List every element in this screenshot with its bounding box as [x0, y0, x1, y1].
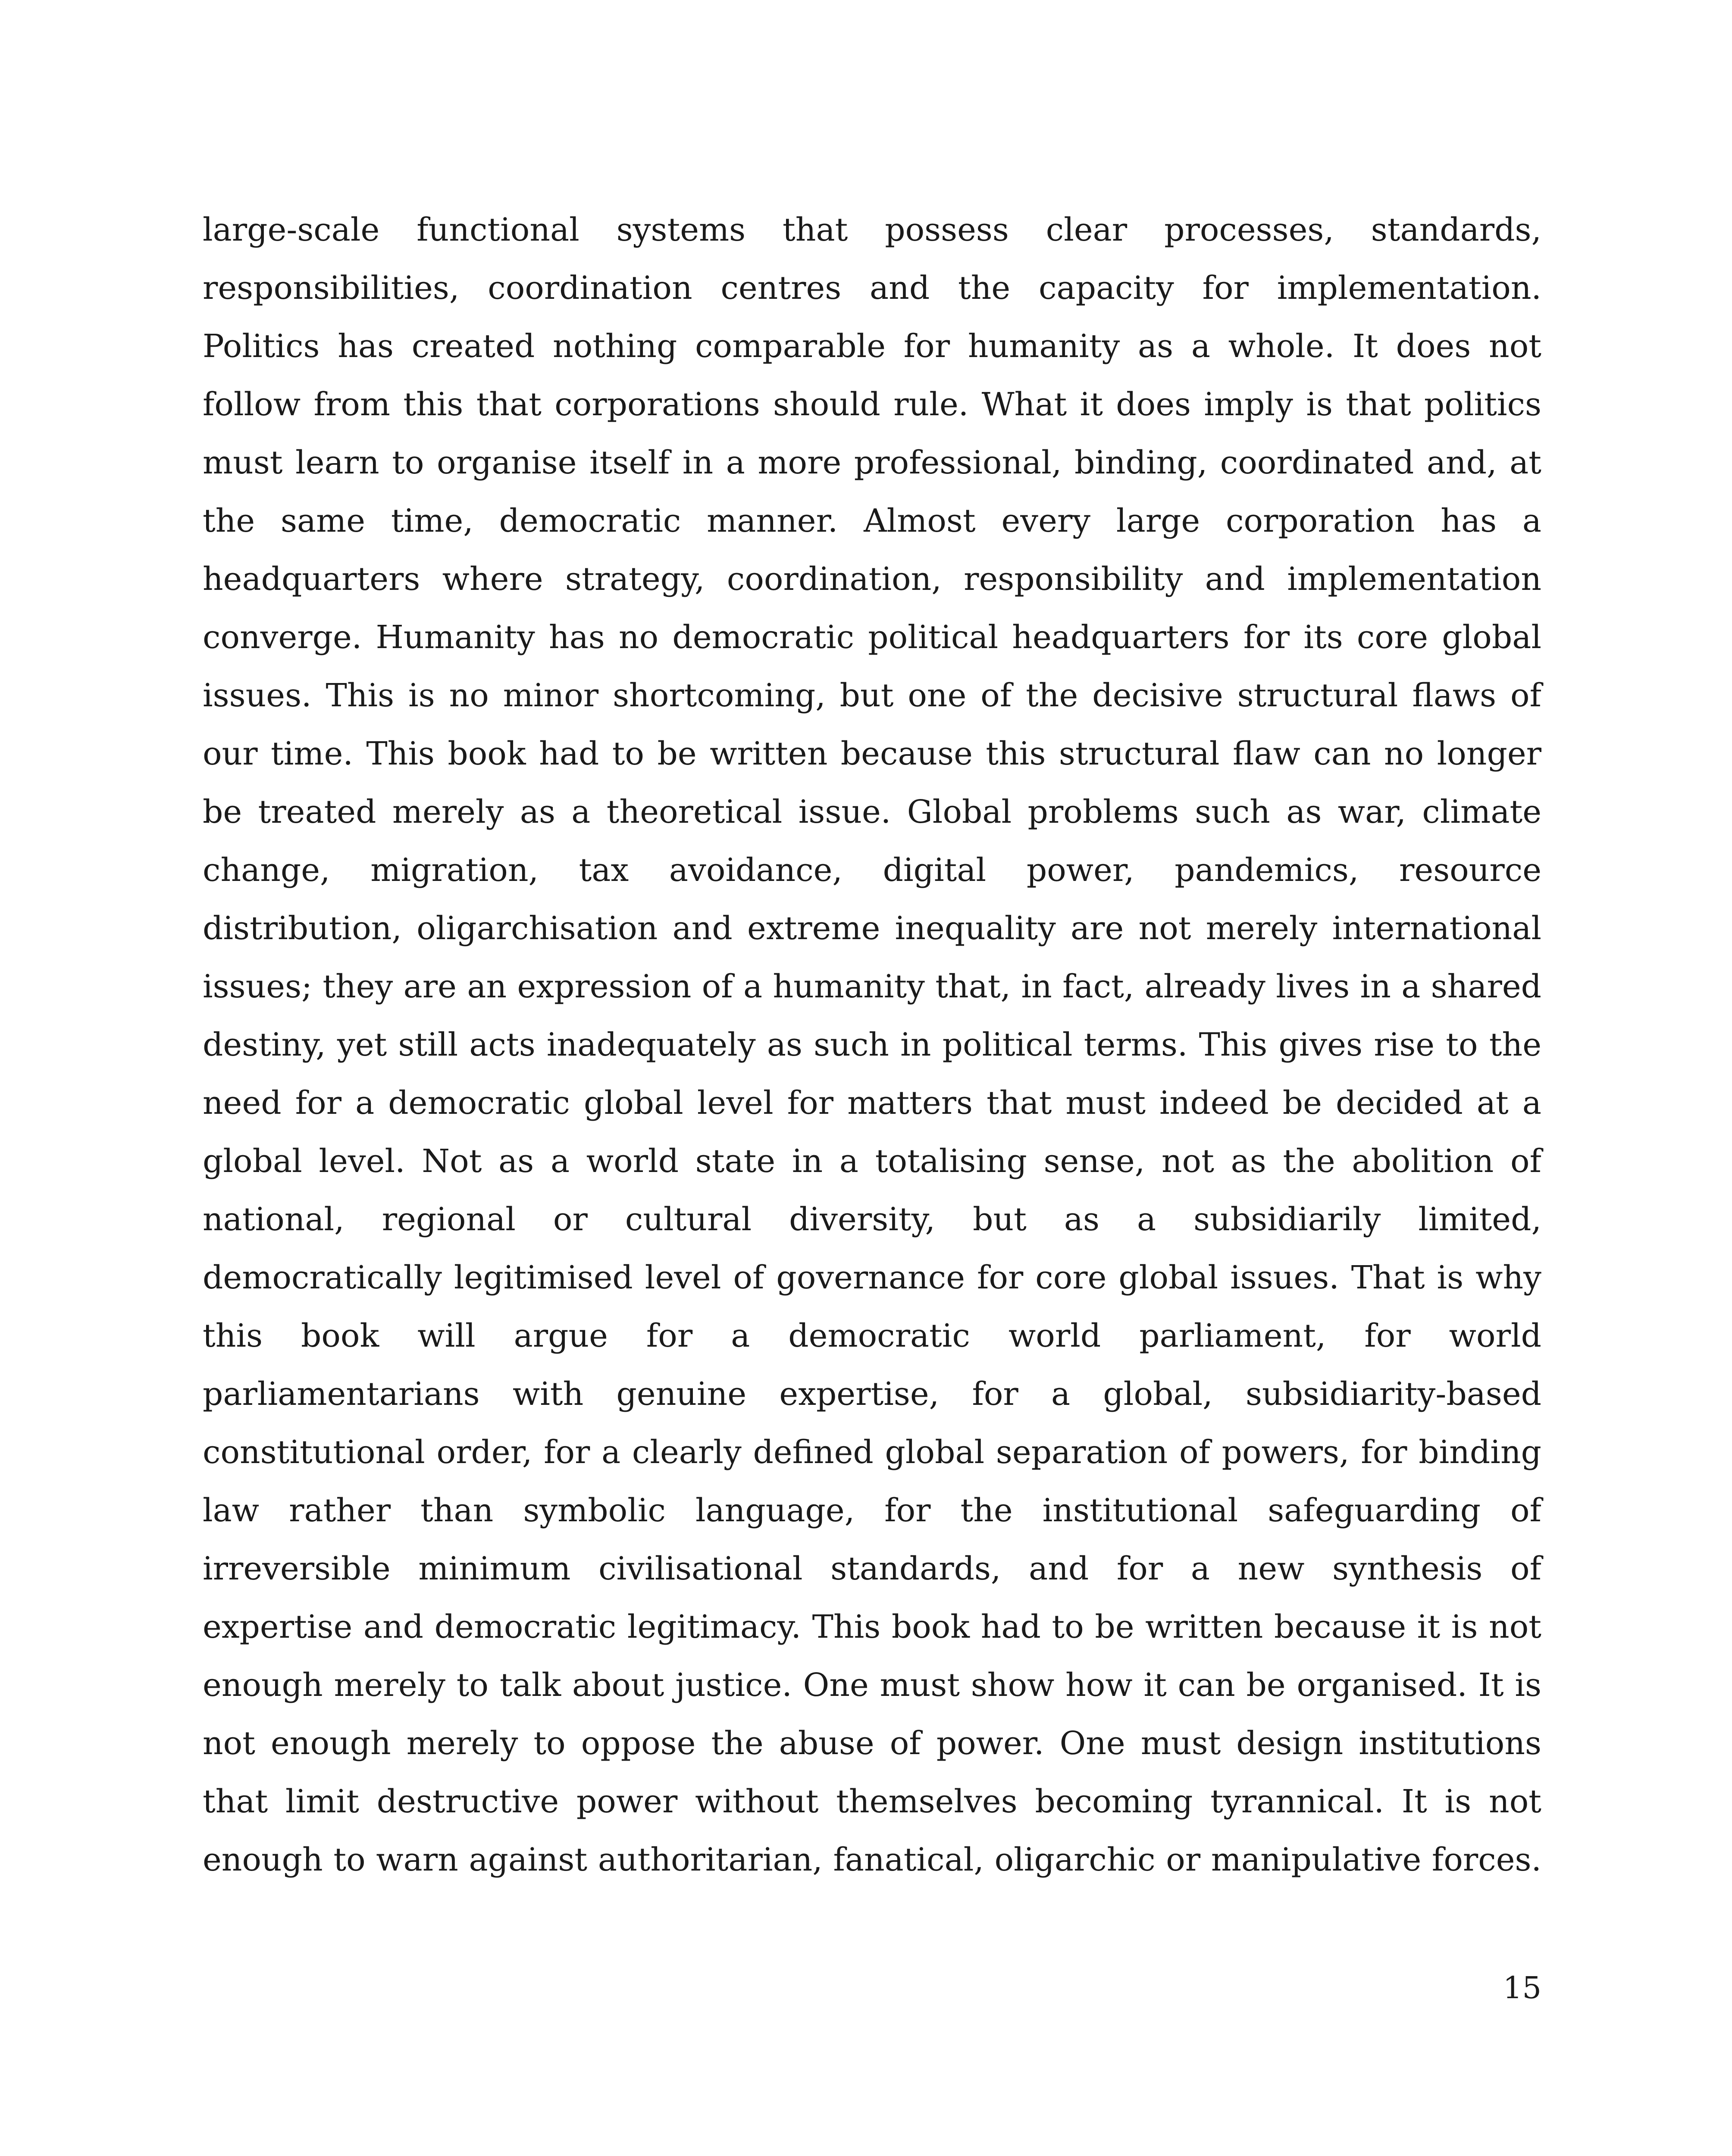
text-line: democratically legitimised level of governance for core global issues. That is why — [203, 1259, 1541, 1296]
text-line: responsibilities, coordination centres and the capacity for implementation. — [203, 270, 1541, 307]
text-line: parliamentarians with genuine expertise, for a global, subsidiarity-based — [203, 1376, 1541, 1413]
text-line: need for a democratic global level for matters that must indeed be decided at a — [203, 1084, 1541, 1122]
text-line: constitutional order, for a clearly defined global separation of powers, for binding — [203, 1434, 1541, 1471]
text-line: enough to warn against authoritarian, fanatical, oligarchic or manipulative forces. — [203, 1841, 1541, 1878]
text-line: expertise and democratic legitimacy. This book had to be written because it is not — [203, 1608, 1541, 1645]
text-line: that limit destructive power without themselves becoming tyrannical. It is not — [203, 1783, 1541, 1820]
text-line: must learn to organise itself in a more professional, binding, coordinated and, at — [203, 444, 1541, 481]
text-line: national, regional or cultural diversity, but as a subsidiarily limited, — [203, 1201, 1541, 1238]
text-line: follow from this that corporations should rule. What it does imply is that politics — [203, 386, 1541, 423]
text-line: this book will argue for a democratic world parliament, for world — [203, 1317, 1541, 1354]
text-line: issues. This is no minor shortcoming, but one of the decisive structural flaws of — [203, 677, 1541, 714]
text-line: change, migration, tax avoidance, digital power, pandemics, resource — [203, 852, 1541, 889]
text-line: issues; they are an expression of a humanity that, in fact, already lives in a shared — [203, 968, 1541, 1005]
text-line: law rather than symbolic language, for the institutional safeguarding of — [203, 1492, 1541, 1529]
text-line: the same time, democratic manner. Almost every large corporation has a — [203, 502, 1541, 539]
text-line: destiny, yet still acts inadequately as such in political terms. This gives rise to the — [203, 1026, 1541, 1063]
text-line: not enough merely to oppose the abuse of power. One must design institutions — [203, 1725, 1541, 1762]
text-line: irreversible minimum civilisational standards, and for a new synthesis of — [203, 1550, 1541, 1587]
text-line: global level. Not as a world state in a totalising sense, not as the abolition of — [203, 1143, 1541, 1180]
text-line: headquarters where strategy, coordination, responsibility and implementation — [203, 561, 1541, 598]
text-line: our time. This book had to be written because this structural flaw can no longer — [203, 735, 1541, 772]
text-line: distribution, oligarchisation and extreme inequality are not merely international — [203, 910, 1541, 947]
text-line: large-scale functional systems that possess clear processes, standards, — [203, 211, 1541, 248]
body-text — [203, 201, 1541, 1889]
text-line: enough merely to talk about justice. One must show how it can be organised. It is — [203, 1667, 1541, 1704]
text-line: Politics has created nothing comparable for humanity as a whole. It does not — [203, 328, 1541, 365]
page-number: 15 — [1503, 1970, 1541, 2006]
text-line: converge. Humanity has no democratic political headquarters for its core global — [203, 619, 1541, 656]
text-line: be treated merely as a theoretical issue. Global problems such as war, climate — [203, 793, 1541, 830]
